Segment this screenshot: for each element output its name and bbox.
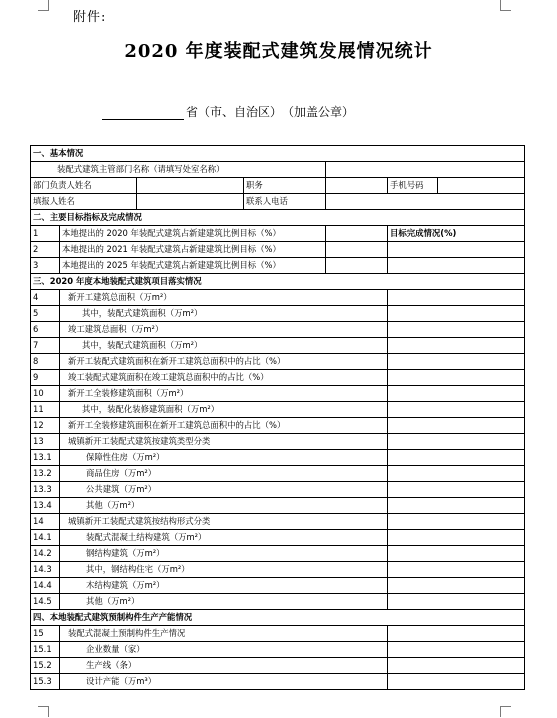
row-number: 11 [31, 402, 60, 418]
row-value-field[interactable] [388, 658, 525, 674]
row-value-field[interactable] [388, 434, 525, 450]
row-value-field[interactable] [388, 578, 525, 594]
table-row [31, 386, 525, 402]
row-number: 7 [31, 338, 60, 354]
row-number: 14.1 [31, 530, 60, 546]
table-row [31, 354, 525, 370]
row-label: 其中，钢结构住宅（万m²） [60, 562, 388, 578]
table-row [31, 674, 525, 690]
row-value-field[interactable] [388, 306, 525, 322]
row-value-field[interactable] [388, 530, 525, 546]
table-row [31, 626, 525, 642]
table-row [31, 418, 525, 434]
row-label: 竣工建筑总面积（万m²） [60, 322, 388, 338]
crop-mark-bottom-right [500, 706, 511, 717]
position-field[interactable] [326, 178, 388, 194]
row-value-field[interactable] [388, 498, 525, 514]
row-number: 5 [31, 306, 60, 322]
row-label: 本地提出的 2020 年装配式建筑占新建建筑比例目标（%） [60, 226, 326, 242]
table-row [31, 530, 525, 546]
row-value-field[interactable] [388, 418, 525, 434]
contact-phone-label: 联系人电话 [244, 194, 326, 210]
table-row [31, 258, 525, 274]
table-row [31, 242, 525, 258]
table-row [31, 306, 525, 322]
row-label: 新开工全装修建筑面积在新开工建筑总面积中的占比（%） [60, 418, 388, 434]
row-number: 13 [31, 434, 60, 450]
table-row [31, 370, 525, 386]
row-number: 3 [31, 258, 60, 274]
row-value-field[interactable] [388, 562, 525, 578]
row-number: 8 [31, 354, 60, 370]
row-number: 13.4 [31, 498, 60, 514]
page-title: 2020 年度装配式建筑发展情况统计 [124, 41, 433, 62]
row-label: 木结构建筑（万m²） [60, 578, 388, 594]
row-value-field[interactable] [326, 242, 388, 258]
table-row [31, 498, 525, 514]
row-value-field[interactable] [388, 402, 525, 418]
filler-name-label: 填报人姓名 [31, 194, 137, 210]
table-row [31, 290, 525, 306]
row-number: 2 [31, 242, 60, 258]
row-number: 9 [31, 370, 60, 386]
section-heading-projects: 三、2020 年度本地装配式建筑项目落实情况 [31, 274, 525, 290]
leader-name-field[interactable] [137, 178, 244, 194]
section-heading-basic: 一、基本情况 [31, 146, 525, 162]
row-value-field[interactable] [388, 514, 525, 530]
row-label: 城镇新开工装配式建筑按结构形式分类 [60, 514, 388, 530]
row-label: 装配式混凝土预制构件生产情况 [60, 626, 388, 642]
row-number: 12 [31, 418, 60, 434]
table-row [31, 594, 525, 610]
crop-mark-top-right [500, 0, 511, 11]
row-value-field[interactable] [326, 226, 388, 242]
seal-note: （加盖公章） [282, 105, 355, 119]
row-label: 竣工装配式建筑面积在竣工建筑总面积中的占比（%） [60, 370, 388, 386]
phone-field[interactable] [438, 178, 525, 194]
table-row [31, 226, 525, 242]
row-number: 14.4 [31, 578, 60, 594]
row-number: 1 [31, 226, 60, 242]
row-number: 14.3 [31, 562, 60, 578]
row-number: 6 [31, 322, 60, 338]
crop-mark-bottom-left [38, 706, 49, 717]
contact-phone-field[interactable] [326, 194, 525, 210]
row-label: 其中，装配式建筑面积（万m²） [60, 338, 388, 354]
row-number: 15 [31, 626, 60, 642]
row-value-field[interactable] [326, 258, 388, 274]
table-row [31, 642, 525, 658]
row-label: 本地提出的 2025 年装配式建筑占新建建筑比例目标（%） [60, 258, 326, 274]
row-label: 其他（万m²） [60, 594, 388, 610]
row-value-field[interactable] [388, 450, 525, 466]
section-heading-targets: 二、主要目标指标及完成情况 [31, 210, 525, 226]
table-row [31, 466, 525, 482]
row-value-field[interactable] [388, 594, 525, 610]
row-label: 企业数量（家） [60, 642, 388, 658]
table-row [31, 578, 525, 594]
row-value-field[interactable] [388, 370, 525, 386]
row-label: 商品住房（万m²） [60, 466, 388, 482]
attachment-label: 附件: [73, 10, 107, 25]
table-row [31, 434, 525, 450]
row-status-field[interactable] [388, 258, 525, 274]
province-suffix: 省（市、自治区） [186, 105, 283, 119]
row-label: 新开工全装修建筑面积（万m²） [60, 386, 388, 402]
table-row [31, 482, 525, 498]
table-row [31, 402, 525, 418]
province-line [102, 103, 354, 120]
row-value-field[interactable] [388, 642, 525, 658]
filler-name-field[interactable] [137, 194, 244, 210]
row-number: 14 [31, 514, 60, 530]
row-value-field[interactable] [388, 338, 525, 354]
row-value-field[interactable] [388, 546, 525, 562]
row-label: 装配式混凝土结构建筑（万m²） [60, 530, 388, 546]
row-label: 设计产能（万m³） [60, 674, 388, 690]
row-value-field[interactable] [388, 322, 525, 338]
row-status-field[interactable] [388, 242, 525, 258]
row-number: 15.3 [31, 674, 60, 690]
row-number: 4 [31, 290, 60, 306]
leader-name-label: 部门负责人姓名 [31, 178, 137, 194]
row-value-field[interactable] [388, 466, 525, 482]
row-number: 10 [31, 386, 60, 402]
row-number: 13.1 [31, 450, 60, 466]
row-value-field[interactable] [388, 626, 525, 642]
table-row [31, 450, 525, 466]
row-value-field[interactable] [388, 482, 525, 498]
row-label: 其中，装配化装修建筑面积（万m²） [60, 402, 388, 418]
row-label: 生产线（条） [60, 658, 388, 674]
dept-name-field[interactable] [326, 162, 525, 178]
row-value-field[interactable] [388, 354, 525, 370]
crop-mark-top-left [38, 0, 49, 11]
row-label: 保障性住房（万m²） [60, 450, 388, 466]
row-number: 13.3 [31, 482, 60, 498]
table-row [31, 514, 525, 530]
row-number: 14.5 [31, 594, 60, 610]
row-label: 城镇新开工装配式建筑按建筑类型分类 [60, 434, 388, 450]
table-row [31, 322, 525, 338]
statistics-table [30, 145, 525, 690]
row-label: 公共建筑（万m²） [60, 482, 388, 498]
row-label: 钢结构建筑（万m²） [60, 546, 388, 562]
row-label: 其中，装配式建筑面积（万m²） [60, 306, 388, 322]
target-status-label: 目标完成情况(%) [388, 226, 525, 242]
row-label: 其他（万m²） [60, 498, 388, 514]
row-number: 14.2 [31, 546, 60, 562]
table-row [31, 546, 525, 562]
row-value-field[interactable] [388, 386, 525, 402]
position-label: 职务 [244, 178, 326, 194]
row-label: 新开工建筑总面积（万m²） [60, 290, 388, 306]
row-value-field[interactable] [388, 674, 525, 690]
row-number: 15.1 [31, 642, 60, 658]
table-row [31, 562, 525, 578]
row-value-field[interactable] [388, 290, 525, 306]
row-number: 15.2 [31, 658, 60, 674]
row-label: 本地提出的 2021 年装配式建筑占新建建筑比例目标（%） [60, 242, 326, 258]
dept-name-label: 装配式建筑主管部门名称（请填写处室名称） [31, 162, 326, 178]
province-blank[interactable] [102, 105, 184, 120]
table-row [31, 338, 525, 354]
section-heading-capacity: 四、本地装配式建筑预制构件生产产能情况 [31, 610, 525, 626]
phone-label: 手机号码 [388, 178, 438, 194]
row-number: 13.2 [31, 466, 60, 482]
row-label: 新开工装配式建筑面积在新开工建筑总面积中的占比（%） [60, 354, 388, 370]
table-row [31, 658, 525, 674]
